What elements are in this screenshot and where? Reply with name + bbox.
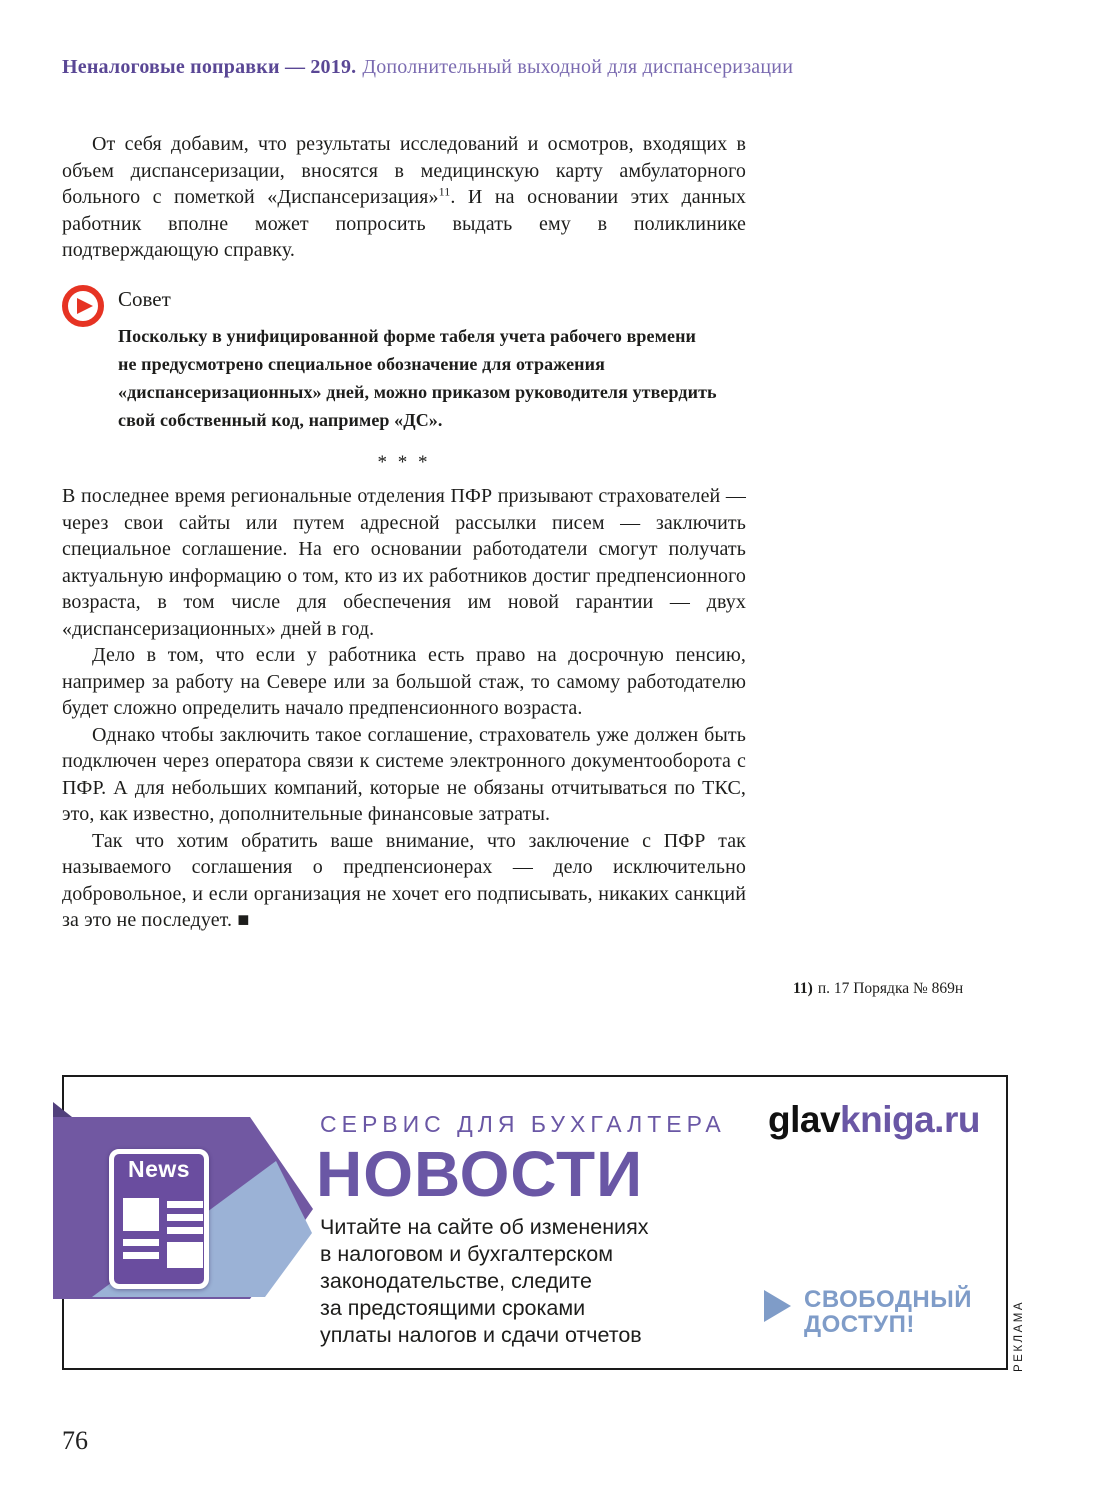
article-paragraph-4: Однако чтобы заключить такое соглашение, страхователь уже должен быть подключен через оператора связи к системе электронного документооборота с ПФР. А для небольших компаний, которые не обязаны отчитываться по ТКС, это, как известно, дополнительные финансовые затраты. xyxy=(62,723,746,825)
article-paragraph-1 xyxy=(62,131,746,264)
tip-play-badge-icon xyxy=(62,285,104,327)
free-access-button[interactable] xyxy=(764,1287,972,1337)
paragraph-text: . И на основании этих данных работник вполне может попросить выдать ему в поликлинике подтверждающую справку. xyxy=(62,186,747,261)
ad-service-line: СЕРВИС ДЛЯ БУХГАЛТЕРА xyxy=(320,1111,726,1137)
ad-body-line: в налоговом и бухгалтерском xyxy=(320,1242,614,1266)
news-icon-photo-block xyxy=(123,1198,159,1231)
news-icon xyxy=(109,1149,209,1289)
news-icon-label: News xyxy=(127,1156,191,1182)
page-header xyxy=(62,55,1062,79)
ribbon-fold xyxy=(53,1102,72,1117)
article-body xyxy=(62,452,746,934)
footnote xyxy=(793,980,963,998)
tip-text: Поскольку в унифицированной форме табеля учета рабочего времени не предусмотрено специальное обозначение для отражения «диспансеризационных» дней, можно приказом руководителя утвердить свой собственный код, например «ДС». xyxy=(118,326,717,430)
ad-body-text xyxy=(320,1214,648,1349)
news-icon-text-bar xyxy=(167,1227,203,1234)
header-topic-light: Дополнительный выходной для диспансеризации xyxy=(362,56,794,78)
section-divider-stars: * * * xyxy=(377,452,431,473)
paragraph-text: От себя добавим, что результаты исследований и осмотров, входящих в объем диспансеризации, вносятся в медицинскую карту амбулаторного больного с пометкой «Диспансеризация» xyxy=(62,133,746,208)
ad-banner[interactable] xyxy=(62,1075,1008,1370)
tip-title: Совет xyxy=(118,287,171,311)
article-paragraph-2: В последнее время региональные отделения ПФР призывают страхователей — через свои сайты или путем адресной рассылки писем — заключить специальное соглашение. На его основании работодатели смогут получать актуальную информацию о том, кто из их работников достиг предпенсионного возраста, в том числе для обеспечения им новой гарантии — двух «диспансеризационных» дней в год. xyxy=(62,485,746,640)
site-name-black: glav xyxy=(768,1099,841,1140)
news-icon-text-bar xyxy=(167,1214,203,1221)
footnote-ref-11: 11 xyxy=(438,184,451,199)
site-name-purple: kniga.ru xyxy=(840,1099,980,1140)
free-access-label-line2: ДОСТУП! xyxy=(804,1311,915,1338)
footnote-text: п. 17 Порядка № 869н xyxy=(817,980,964,997)
glavkniga-link[interactable] xyxy=(768,1099,980,1141)
play-icon xyxy=(77,298,93,314)
news-icon-text-bar xyxy=(123,1239,159,1246)
header-topic-bold: Неналоговые поправки — 2019. xyxy=(62,56,357,78)
tip-callout xyxy=(118,287,718,434)
news-icon-text-bar xyxy=(167,1201,203,1208)
ad-title: НОВОСТИ xyxy=(316,1138,644,1210)
news-icon-photo-block xyxy=(167,1242,203,1268)
page-number: 76 xyxy=(62,1426,88,1455)
article-paragraph-5: Так что хотим обратить ваше внимание, что заключение с ПФР так называемого соглашения о предпенсионерах — дело исключительно добровольное, и если организация не хочет его подписывать, никаких санкций за это не последует. ■ xyxy=(62,829,746,931)
news-icon-text-bar xyxy=(123,1252,159,1259)
ad-body-line: уплаты налогов и сдачи отчетов xyxy=(320,1323,642,1347)
ad-body-line: за предстоящими сроками xyxy=(320,1296,586,1320)
free-access-arrow-icon xyxy=(764,1290,791,1322)
footnote-marker: 11) xyxy=(793,980,813,997)
article-paragraph-3: Дело в том, что если у работника есть право на досрочную пенсию, например за работу на Севере или за большой стаж, то самому работодателю будет сложно определить начало предпенсионного возраста. xyxy=(62,644,746,719)
ad-body-line: Читайте на сайте об изменениях xyxy=(320,1215,649,1239)
ad-body-line: законодательстве, следите xyxy=(320,1269,592,1293)
reklama-vertical-label: РЕКЛАМА xyxy=(1013,1299,1025,1372)
free-access-label-line1: СВОБОДНЫЙ xyxy=(804,1286,973,1313)
